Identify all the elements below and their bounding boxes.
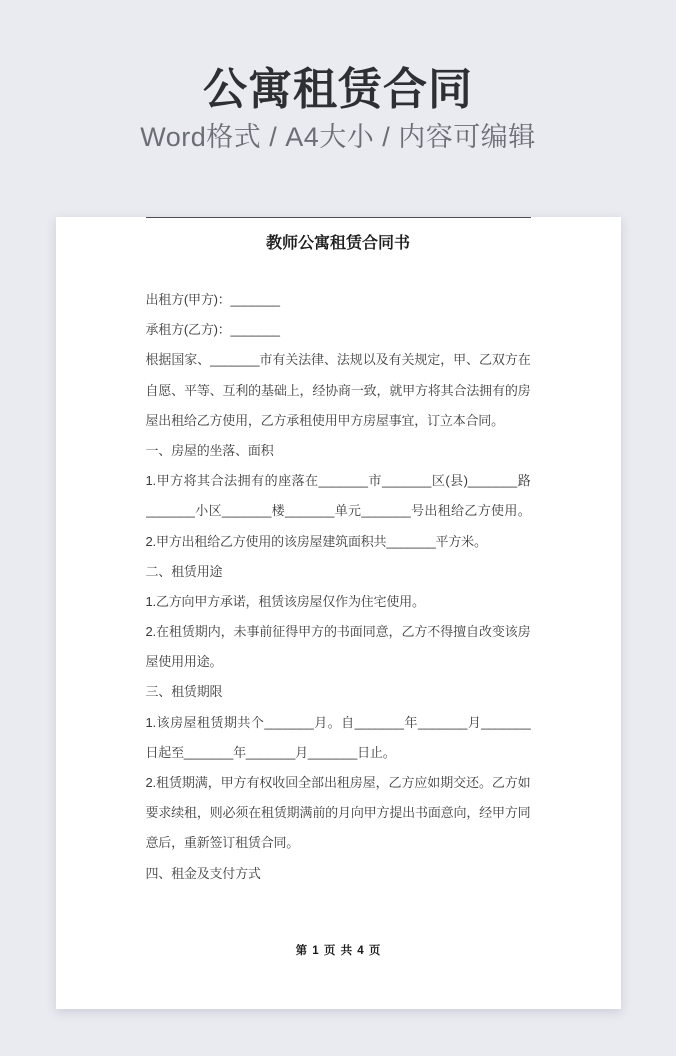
contract-section-2-heading: 二、租赁用途 xyxy=(145,563,223,579)
contract-line: 1.该房屋租赁期共个_______月。自_______年_______月_______ xyxy=(145,714,531,730)
contract-line-lessee: 承租方(乙方)：_______ xyxy=(145,322,280,338)
contract-section-3-heading: 三、租赁期限 xyxy=(145,684,223,700)
contract-line: 1.甲方将其合法拥有的座落在_______市_______区(县)_______路 xyxy=(145,473,531,489)
contract-line: 自愿、平等、互利的基础上，经协商一致，就甲方将其合法拥有的房 xyxy=(145,382,531,398)
contract-line: _______小区_______楼_______单元_______号出租给乙方使用。 xyxy=(145,503,531,519)
contract-line: 屋出租给乙方使用，乙方承租使用甲方房屋事宜，订立本合同。 xyxy=(145,412,504,428)
document-body xyxy=(146,285,531,889)
contract-line: 屋使用用途。 xyxy=(145,654,223,670)
header-banner xyxy=(0,0,676,154)
contract-line: 意后，重新签订租赁合同。 xyxy=(145,835,300,851)
contract-line: 2.租赁期满，甲方有权收回全部出租房屋，乙方应如期交还。乙方如 xyxy=(145,775,531,790)
contract-line: 要求续租，则必须在租赁期满前的月向甲方提出书面意向，经甲方同 xyxy=(145,805,531,821)
contract-line: 日起至_______年_______月_______日止。 xyxy=(145,744,396,760)
title-divider-rule xyxy=(146,217,531,218)
contract-section-4-heading: 四、租金及支付方式 xyxy=(145,865,261,881)
banner-title: 公寓租赁合同 xyxy=(203,65,473,114)
contract-line: 1.乙方向甲方承诺，租赁该房屋仅作为住宅使用。 xyxy=(145,593,425,609)
banner-subtitle: Word格式 / A4大小 / 内容可编辑 xyxy=(140,122,536,152)
contract-section-1-heading: 一、房屋的坐落、面积 xyxy=(145,442,274,458)
contract-line: 2.甲方出租给乙方使用的该房屋建筑面积共_______平方米。 xyxy=(145,533,487,549)
contract-line: 根据国家、_______市有关法律、法规以及有关规定，甲、乙双方在 xyxy=(145,352,531,368)
document-page xyxy=(56,217,621,1009)
document-content xyxy=(56,217,621,889)
page-number-footer: 第 1 页 共 4 页 xyxy=(295,945,381,957)
contract-line: 2.在租赁期内，未事前征得甲方的书面同意，乙方不得擅自改变该房 xyxy=(145,624,531,640)
document-title: 教师公寓租赁合同书 xyxy=(265,235,410,252)
contract-line-lessor: 出租方(甲方)：_______ xyxy=(145,292,280,307)
